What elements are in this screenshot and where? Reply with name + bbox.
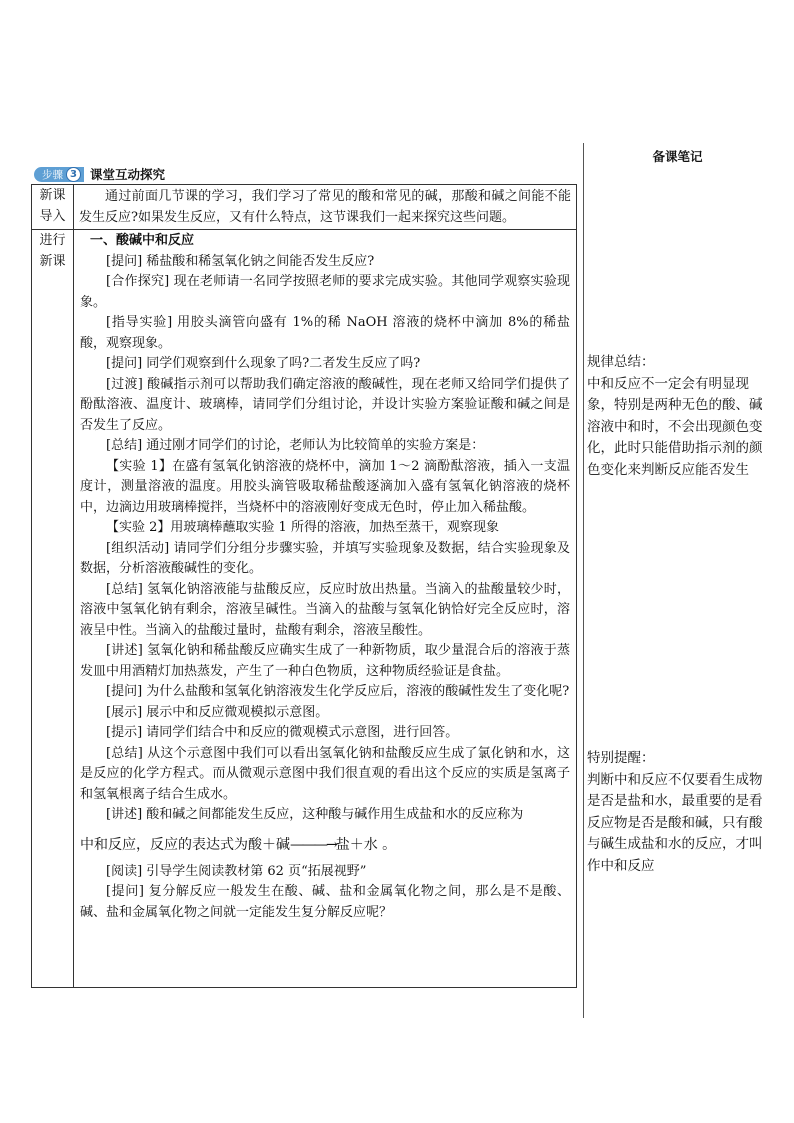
paragraph: [提问] 同学们观察到什么现象了吗?二者发生反应了吗? <box>106 356 421 371</box>
notes-title: 备课笔记 <box>652 149 703 164</box>
paragraph: [提问] 为什么盐酸和氢氧化钠溶液发生化学反应后，溶液的酸碱性发生了变化呢? <box>106 684 570 699</box>
row-label-new-lesson <box>32 230 74 988</box>
formula-arrow: ———→ <box>290 836 336 853</box>
table-row-new-lesson <box>32 230 577 988</box>
lesson-cell <box>74 230 577 988</box>
formula-prefix: 中和反应，反应的表达式为酸＋碱 <box>80 836 290 853</box>
paragraph: [提示] 请同学们结合中和反应的微观模式示意图，进行回答。 <box>106 725 459 740</box>
reaction-formula <box>80 832 570 858</box>
paragraph: [讲述] 酸和碱之间都能发生反应，这种酸与碱作用生成盐和水的反应称为 <box>106 807 524 822</box>
intro-cell <box>74 185 577 230</box>
paragraph: [提问] 稀盐酸和稀氢氧化钠之间能否发生反应? <box>106 253 375 269</box>
experiment-1: 【实验 1】在盛有氢氧化钠溶液的烧杯中，滴加 1～2 滴酚酞溶液，插入一支温度计，测量溶液的温度。用胶头滴管吸取稀盐酸逐滴加入盛有氢氧化钠溶液的烧杯中，边滴边用玻璃棒搅拌，当烧杯中的溶液刚好变成无色时，停止加入稀盐酸。 <box>80 458 570 515</box>
row-label-line2: 导入 <box>39 209 66 224</box>
formula-suffix: 盐＋水 。 <box>335 836 397 853</box>
table-row-intro <box>32 185 577 230</box>
row-label-line1: 进行 <box>39 233 66 248</box>
rule-summary-note <box>587 352 767 481</box>
lesson-content <box>74 230 576 987</box>
paragraph: [总结] 通过刚才同学们的讨论，老师认为比较简单的实验方案是： <box>106 438 485 453</box>
note-text: 中和反应不一定会有明显现象，特别是两种无色的酸、碱溶液中和时，不会出现颜色变化，此时只能借助指示剂的颜色变化来判断反应能否发生 <box>587 375 763 478</box>
step-title: 课堂互动探究 <box>90 167 166 182</box>
paragraph: [总结] 氢氧化钠溶液能与盐酸反应，反应时放出热量。当滴入的盐酸量较少时，溶液中氢氧化钠有剩余，溶液呈碱性。当滴入的盐酸与氢氧化钠恰好完全反应时，溶液呈中性。当滴入的盐酸过量时，盐酸有剩余，溶液呈酸性。 <box>80 581 570 638</box>
step-badge <box>34 167 84 182</box>
paragraph: [过渡] 酸碱指示剂可以帮助我们确定溶液的酸碱性，现在老师又给同学们提供了酚酞溶液、温度计、玻璃棒，请同学们分组讨论，并设计实验方案验证酸和碱之间是否发生了反应。 <box>80 376 570 433</box>
paragraph: [指导实验] 用胶头滴管向盛有 1%的稀 NaOH 溶液的烧杯中滴加 8%的稀盐酸，观察现象。 <box>80 315 570 351</box>
section-heading: 一、酸碱中和反应 <box>90 233 195 248</box>
paragraph: [阅读] 引导学生阅读教材第 62 页“拓展视野” <box>106 863 367 879</box>
note-text: 判断中和反应不仅要看生成物是否是盐和水，最重要的是看反应物是否是酸和碱，只有酸与碱生成盐和水的反应，才叫作中和反应 <box>587 771 763 874</box>
row-label-intro <box>32 185 74 230</box>
special-reminder-note <box>587 748 767 877</box>
row-label-line1: 新课 <box>39 188 66 203</box>
row-label-line2: 新课 <box>39 254 66 269</box>
step-badge-text: 步骤 <box>42 168 63 181</box>
experiment-2: 【实验 2】用玻璃棒蘸取实验 1 所得的溶液，加热至蒸干，观察现象 <box>106 520 499 535</box>
step-number: 3 <box>66 167 81 182</box>
paragraph: [讲述] 氢氧化钠和稀盐酸反应确实生成了一种新物质，取少量混合后的溶液于蒸发皿中用酒精灯加热蒸发，产生了一种白色物质，这种物质经验证是食盐。 <box>80 643 570 679</box>
intro-text: 通过前面几节课的学习，我们学习了常见的酸和常见的碱，那酸和碱之间能不能发生反应?如果发生反应，又有什么特点，这节课我们一起来探究这些问题。 <box>79 189 571 225</box>
note-heading: 特别提醒： <box>587 750 655 766</box>
paragraph: [提问] 复分解反应一般发生在酸、碱、盐和金属氧化物之间，那么是不是酸、碱、盐和金属氧化物之间就一定能发生复分解反应呢？ <box>80 884 570 920</box>
paragraph: [合作探究] 现在老师请一名同学按照老师的要求完成实验。其他同学观察实验现象。 <box>80 274 570 310</box>
note-heading: 规律总结： <box>587 354 655 370</box>
step-header <box>34 166 165 182</box>
notes-column-divider <box>583 143 584 1018</box>
paragraph: [总结] 从这个示意图中我们可以看出氢氧化钠和盐酸反应生成了氯化钠和水，这是反应的化学方程式。而从微观示意图中我们很直观的看出这个反应的实质是氢离子和氢氧根离子结合生成水。 <box>80 745 570 802</box>
lesson-table <box>31 184 577 988</box>
paragraph: [展示] 展示中和反应微观模拟示意图。 <box>106 704 329 720</box>
paragraph: [组织活动] 请同学们分组分步骤实验，并填写实验现象及数据，结合实验现象及数据，分析溶液酸碱性的变化。 <box>80 540 570 576</box>
